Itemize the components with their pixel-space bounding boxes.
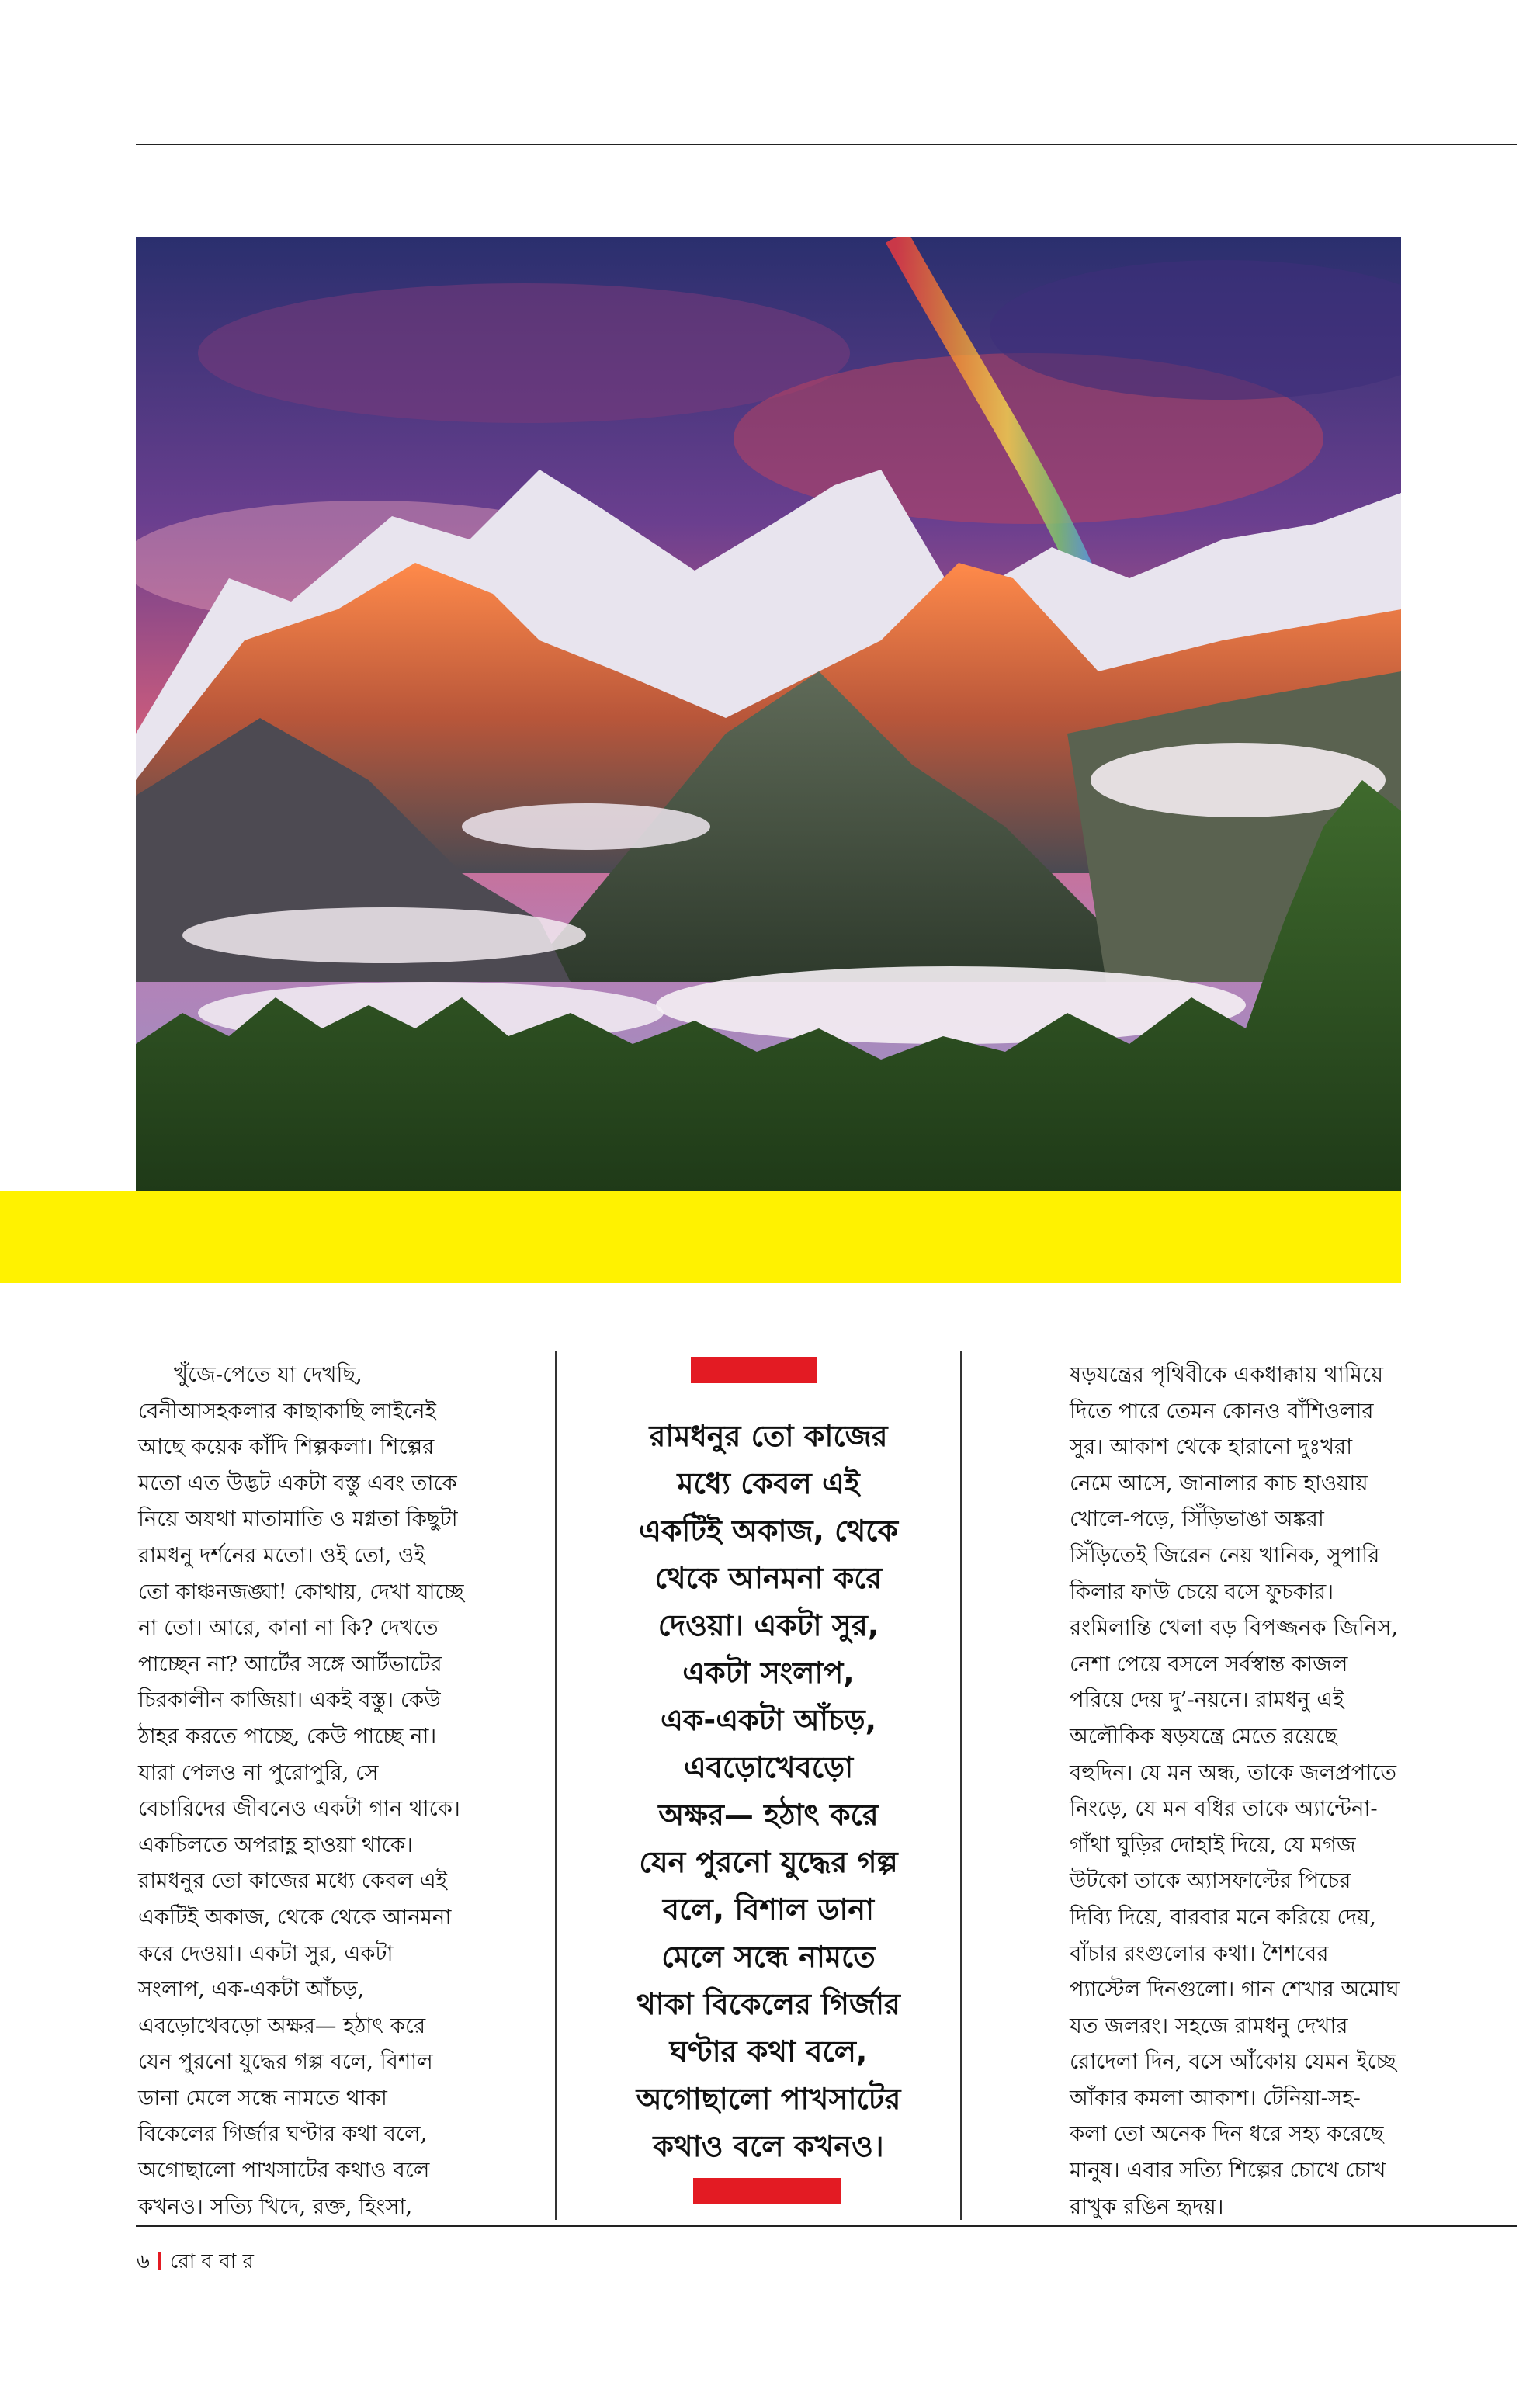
column-divider-left: [555, 1351, 557, 2220]
article-line: প্যাস্টেল দিনগুলো। গান শেখার অমোঘ: [1070, 1977, 1400, 2003]
pull-quote-line: যেন পুরনো যুদ্ধের গল্প: [639, 1845, 898, 1879]
article-line: একচিলতে অপরাহ্ণ হাওয়া থাকে।: [138, 1832, 413, 1857]
article-line: একটিই অকাজ, থেকে থেকে আনমনা: [138, 1904, 452, 1930]
pull-quote-bottom-bar: [693, 2178, 841, 2204]
article-line: খোলে-পড়ে, সিঁড়িভাঙা অঙ্করা: [1070, 1507, 1324, 1532]
mountain-rainbow-photo: [136, 237, 1401, 1191]
article-line: নিয়ে অযথা মাতামাতি ও মগ্নতা কিছুটা: [138, 1507, 458, 1532]
article-line: রোদেলা দিন, বসে আঁকোয় যেমন ইচ্ছে: [1070, 2049, 1396, 2075]
article-line: দিব্যি দিয়ে, বারবার মনে করিয়ে দেয়,: [1070, 1904, 1377, 1930]
article-line: মতো এত উদ্ভট একটা বস্তু এবং তাকে: [138, 1470, 457, 1496]
article-line: রাখুক রঙিন হৃদয়।: [1070, 2194, 1224, 2219]
article-line: রামধনু দর্শনের মতো। ওই তো, ওই: [138, 1542, 425, 1568]
article-line: ঠাহর করতে পাচ্ছে, কেউ পাচ্ছে না।: [138, 1723, 437, 1749]
article-column-left: [138, 1357, 557, 2225]
article-line: নেমে আসে, জানালার কাচ হাওয়ায়: [1070, 1470, 1368, 1496]
pull-quote-line: রামধনুর তো কাজের: [649, 1419, 888, 1453]
pull-quote-line: অক্ষর— হঠাৎ করে: [658, 1798, 879, 1832]
article-column-right: [1070, 1357, 1489, 2225]
article-line: নেশা পেয়ে বসলে সর্বস্বান্ত কাজল: [1070, 1651, 1348, 1677]
pull-quote-line: অগোছালো পাখসাটের: [636, 2082, 901, 2116]
article-line: অগোছালো পাখসাটের কথাও বলে: [138, 2158, 430, 2183]
pull-quote-line: একটা সংলাপ,: [682, 1656, 855, 1690]
article-line: নিংড়ে, যে মন বধির তাকে অ্যান্টেনা-: [1070, 1796, 1378, 1822]
article-line: দিতে পারে তেমন কোনও বাঁশিওলার: [1070, 1398, 1374, 1424]
article-line: সিঁড়িতেই জিরেন নেয় খানিক, সুপারি: [1070, 1542, 1380, 1568]
article-line: বহুদিন। যে মন অন্ধ, তাকে জলপ্রপাতে: [1070, 1760, 1396, 1785]
article-line: তো কাঞ্চনজঙ্ঘা! কোথায়, দেখা যাচ্ছে: [138, 1579, 464, 1604]
article-line: না তো। আরে, কানা না কি? দেখতে: [138, 1615, 439, 1641]
page-footer: [137, 2246, 254, 2280]
article-line: চিরকালীন কাজিয়া। একই বস্তু। কেউ: [138, 1687, 441, 1713]
article-line: করে দেওয়া। একটা সুর, একটা: [138, 1940, 394, 1966]
pull-quote-line: মেলে সন্ধে নামতে: [661, 1940, 876, 1974]
article-line: রামধনুর তো কাজের মধ্যে কেবল এই: [138, 1868, 447, 1894]
article-line: আঁকার কমলা আকাশ। টেনিয়া-সহ-: [1070, 2085, 1361, 2110]
article-line: খুঁজে-পেতে যা দেখছি,: [174, 1362, 362, 1387]
pull-quote-line: ঘণ্টার কথা বলে,: [669, 2034, 868, 2069]
article-line: যত জলরং। সহজে রামধনু দেখার: [1070, 2013, 1348, 2038]
article-line: কলা তো অনেক দিন ধরে সহ্য করেছে: [1070, 2121, 1384, 2147]
article-line: এবড়োখেবড়ো অক্ষর— হঠাৎ করে: [138, 2013, 426, 2038]
pull-quote-line: থাকা বিকেলের গির্জার: [636, 1987, 900, 2021]
article-line: আছে কয়েক কাঁদি শিল্পকলা। শিল্পের: [138, 1434, 435, 1460]
article-line: বাঁচার রংগুলোর কথা। শৈশবের: [1070, 1940, 1329, 1966]
pull-quote-line: এবড়োখেবড়ো: [683, 1750, 854, 1784]
article-line: উটকো তাকে অ্যাসফাল্টের পিচের: [1070, 1868, 1351, 1894]
article-line: ডানা মেলে সন্ধে নামতে থাকা: [138, 2085, 387, 2110]
article-line: যেন পুরনো যুদ্ধের গল্প বলে, বিশাল: [138, 2049, 433, 2075]
pull-quote-line: মধ্যে কেবল এই: [677, 1466, 860, 1500]
article-line: কিলার ফাউ চেয়ে বসে ফুচকার।: [1070, 1579, 1334, 1604]
article-line: ষড়যন্ত্রের পৃথিবীকে একধাক্কায় থামিয়ে: [1070, 1362, 1384, 1387]
yellow-band: [0, 1191, 1401, 1283]
article-line: বেনীআসহকলার কাছাকাছি লাইনেই: [138, 1398, 436, 1424]
article-line: পাচ্ছেন না? আর্টের সঙ্গে আর্টভাটের: [138, 1651, 442, 1677]
pull-quote-line: এক-একটা আঁচড়,: [660, 1703, 877, 1737]
article-line: অলৌকিক ষড়যন্ত্রে মেতে রয়েছে: [1070, 1723, 1337, 1749]
pull-quote-line: দেওয়া। একটা সুর,: [657, 1608, 879, 1642]
publication-name: রো ব বা র: [169, 2250, 254, 2273]
article-line: মানুষ। এবার সত্যি শিল্পের চোখে চোখ: [1070, 2158, 1386, 2183]
article-line: রংমিলান্তি খেলা বড় বিপজ্জনক জিনিস,: [1070, 1615, 1398, 1641]
pull-quote: [574, 1413, 962, 2170]
article-line: বেচারিদের জীবনেও একটা গান থাকে।: [138, 1796, 460, 1822]
article-line: সুর। আকাশ থেকে হারানো দুঃখরা: [1070, 1434, 1353, 1460]
page-number: ৬: [137, 2250, 150, 2273]
bottom-rule: [136, 2225, 1517, 2227]
article-line: পরিয়ে দেয় দু’-নয়নে। রামধনু এই: [1070, 1687, 1344, 1713]
pull-quote-top-bar: [691, 1357, 817, 1383]
article-line: গাঁথা ঘুড়ির দোহাই দিয়ে, যে মগজ: [1070, 1832, 1356, 1857]
article-line: কখনও। সত্যি খিদে, রক্ত, হিংসা,: [138, 2194, 413, 2219]
pull-quote-line: থেকে আনমনা করে: [654, 1561, 883, 1595]
pull-quote-line: একটিই অকাজ, থেকে: [638, 1514, 899, 1548]
mountain-rainbow-illustration-icon: [136, 237, 1401, 1191]
article-line: যারা পেলও না পুরোপুরি, সে: [138, 1760, 379, 1785]
article-line: বিকেলের গির্জার ঘণ্টার কথা বলে,: [138, 2121, 428, 2147]
footer-separator: [158, 2252, 161, 2270]
pull-quote-line: বলে, বিশাল ডানা: [662, 1892, 875, 1927]
article-line: সংলাপ, এক-একটা আঁচড়,: [138, 1977, 365, 2003]
top-rule: [136, 144, 1517, 145]
pull-quote-line: কথাও বলে কখনও।: [653, 2129, 884, 2163]
